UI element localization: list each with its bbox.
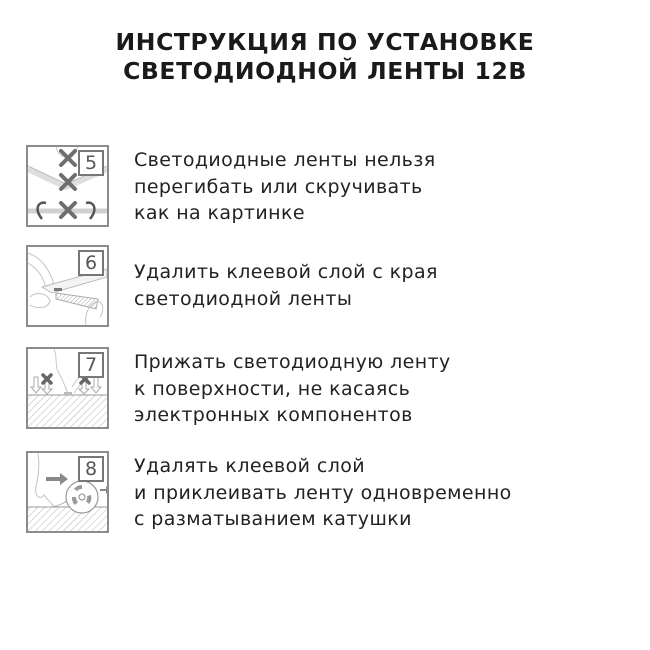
text-line: Светодиодные ленты нельзя <box>134 149 436 171</box>
text-line: светодиодной ленты <box>134 287 353 310</box>
press-to-surface-icon <box>26 347 109 429</box>
text-line: Удалять клеевой слой <box>134 455 366 477</box>
step-6 <box>26 245 586 329</box>
title-line-1: ИНСТРУКЦИЯ ПО УСТАНОВКЕ <box>115 28 535 56</box>
text-line: Прижать светодиодную ленту <box>134 351 451 373</box>
step-description <box>134 259 438 312</box>
step-7 <box>26 347 586 431</box>
step-number-badge: 5 <box>78 150 104 176</box>
text-line: электронных компонентов <box>134 404 413 426</box>
step-number-badge: 6 <box>78 250 104 276</box>
step-number-badge: 8 <box>78 456 104 482</box>
peel-adhesive-icon <box>26 245 109 327</box>
title-line-2: СВЕТОДИОДНОЙ ЛЕНТЫ 12В <box>123 57 527 85</box>
text-line: перегибать или скручивать <box>134 175 423 198</box>
step-5 <box>26 145 586 229</box>
step-description <box>134 453 512 533</box>
step-description <box>134 147 436 227</box>
page-title <box>0 28 650 86</box>
no-bend-no-twist-icon <box>26 145 109 227</box>
step-description <box>134 349 451 429</box>
unroll-and-stick-icon <box>26 451 109 533</box>
text-line: Удалить клеевой слой с края <box>134 261 438 283</box>
text-line: как на картинке <box>134 202 305 224</box>
text-line: с разматыванием катушки <box>134 508 412 530</box>
text-line: к поверхности, не касаясь <box>134 377 411 400</box>
step-number-badge: 7 <box>78 352 104 378</box>
step-8 <box>26 451 586 535</box>
text-line: и приклеивать ленту одновременно <box>134 481 512 504</box>
